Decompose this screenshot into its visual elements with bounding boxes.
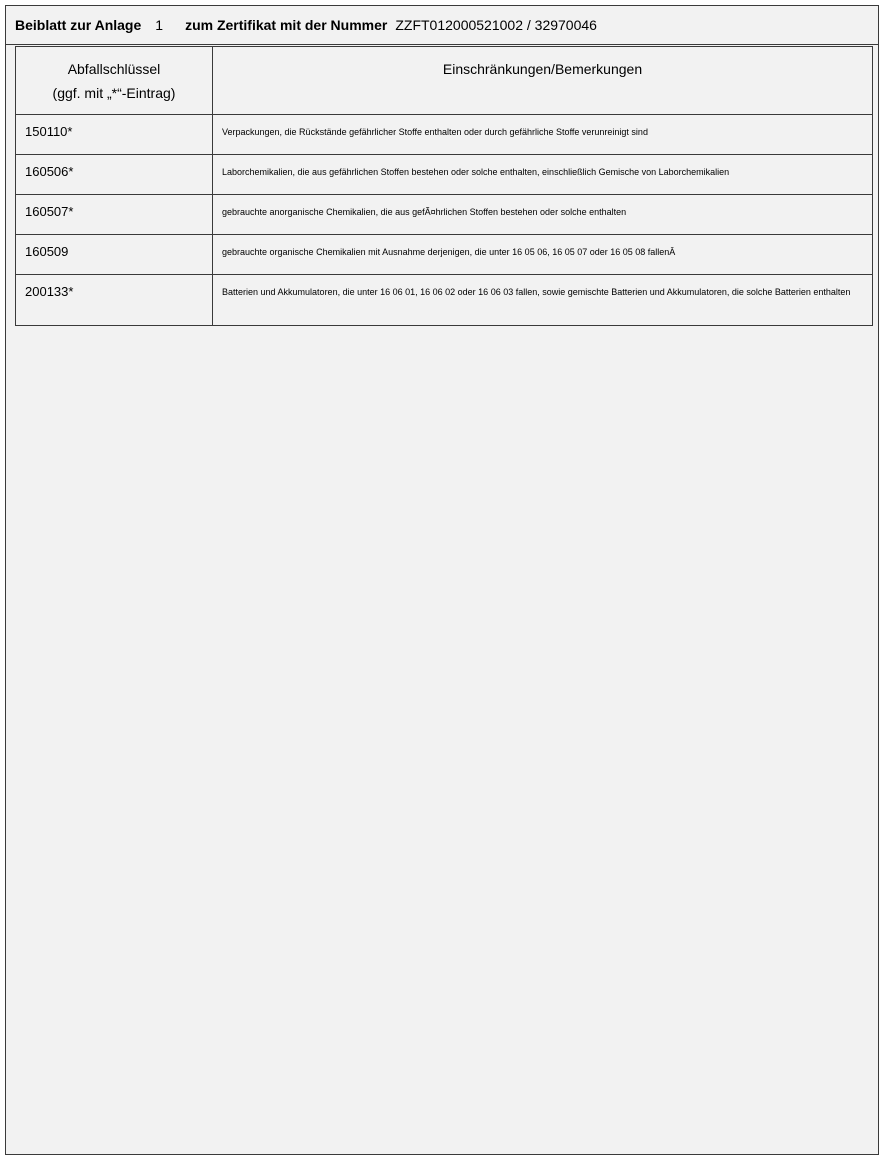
sheet-header xyxy=(6,6,878,45)
certificate-number: ZZFT012000521002 / 32970046 xyxy=(395,17,597,33)
column-header-waste-code-note: (ggf. mit „*“-Eintrag) xyxy=(52,85,176,101)
table-row xyxy=(16,115,873,155)
waste-code-cell: 160509 xyxy=(16,235,213,275)
waste-code-cell: 160507* xyxy=(16,195,213,235)
table-row xyxy=(16,235,873,275)
remarks-cell: Verpackungen, die Rückstände gefährlicher Stoffe enthalten oder durch gefährliche Stoffe verunreinigt sind xyxy=(213,115,873,155)
waste-code-table xyxy=(15,46,873,326)
waste-code-cell: 150110* xyxy=(16,115,213,155)
column-header-waste-code-title: Abfallschlüssel xyxy=(67,61,161,77)
annex-number: 1 xyxy=(155,17,164,33)
table-row xyxy=(16,155,873,195)
waste-code-cell: 160506* xyxy=(16,155,213,195)
remarks-cell: Batterien und Akkumulatoren, die unter 16 06 01, 16 06 02 oder 16 06 03 fallen, sowie gemischte Batterien und Akkumulatoren, die solche Batterien enthalten xyxy=(213,275,873,326)
table-row xyxy=(16,275,873,326)
remarks-cell: Laborchemikalien, die aus gefährlichen Stoffen bestehen oder solche enthalten, einschließlich Gemische von Laborchemikalien xyxy=(213,155,873,195)
column-header-waste-code xyxy=(16,47,213,115)
certificate-label: zum Zertifikat mit der Nummer xyxy=(185,17,388,33)
table-row xyxy=(16,195,873,235)
column-header-remarks xyxy=(213,47,873,115)
annex-label: Beiblatt zur Anlage xyxy=(15,17,142,33)
remarks-cell: gebrauchte anorganische Chemikalien, die aus gefÃ¤hrlichen Stoffen bestehen oder solche enthalten xyxy=(213,195,873,235)
remarks-cell: gebrauchte organische Chemikalien mit Ausnahme derjenigen, die unter 16 05 06, 16 05 07 oder 16 05 08 fallenÂ xyxy=(213,235,873,275)
waste-code-cell: 200133* xyxy=(16,275,213,326)
column-header-remarks-title: Einschränkungen/Bemerkungen xyxy=(442,61,643,77)
certificate-annex-sheet xyxy=(5,5,879,1155)
